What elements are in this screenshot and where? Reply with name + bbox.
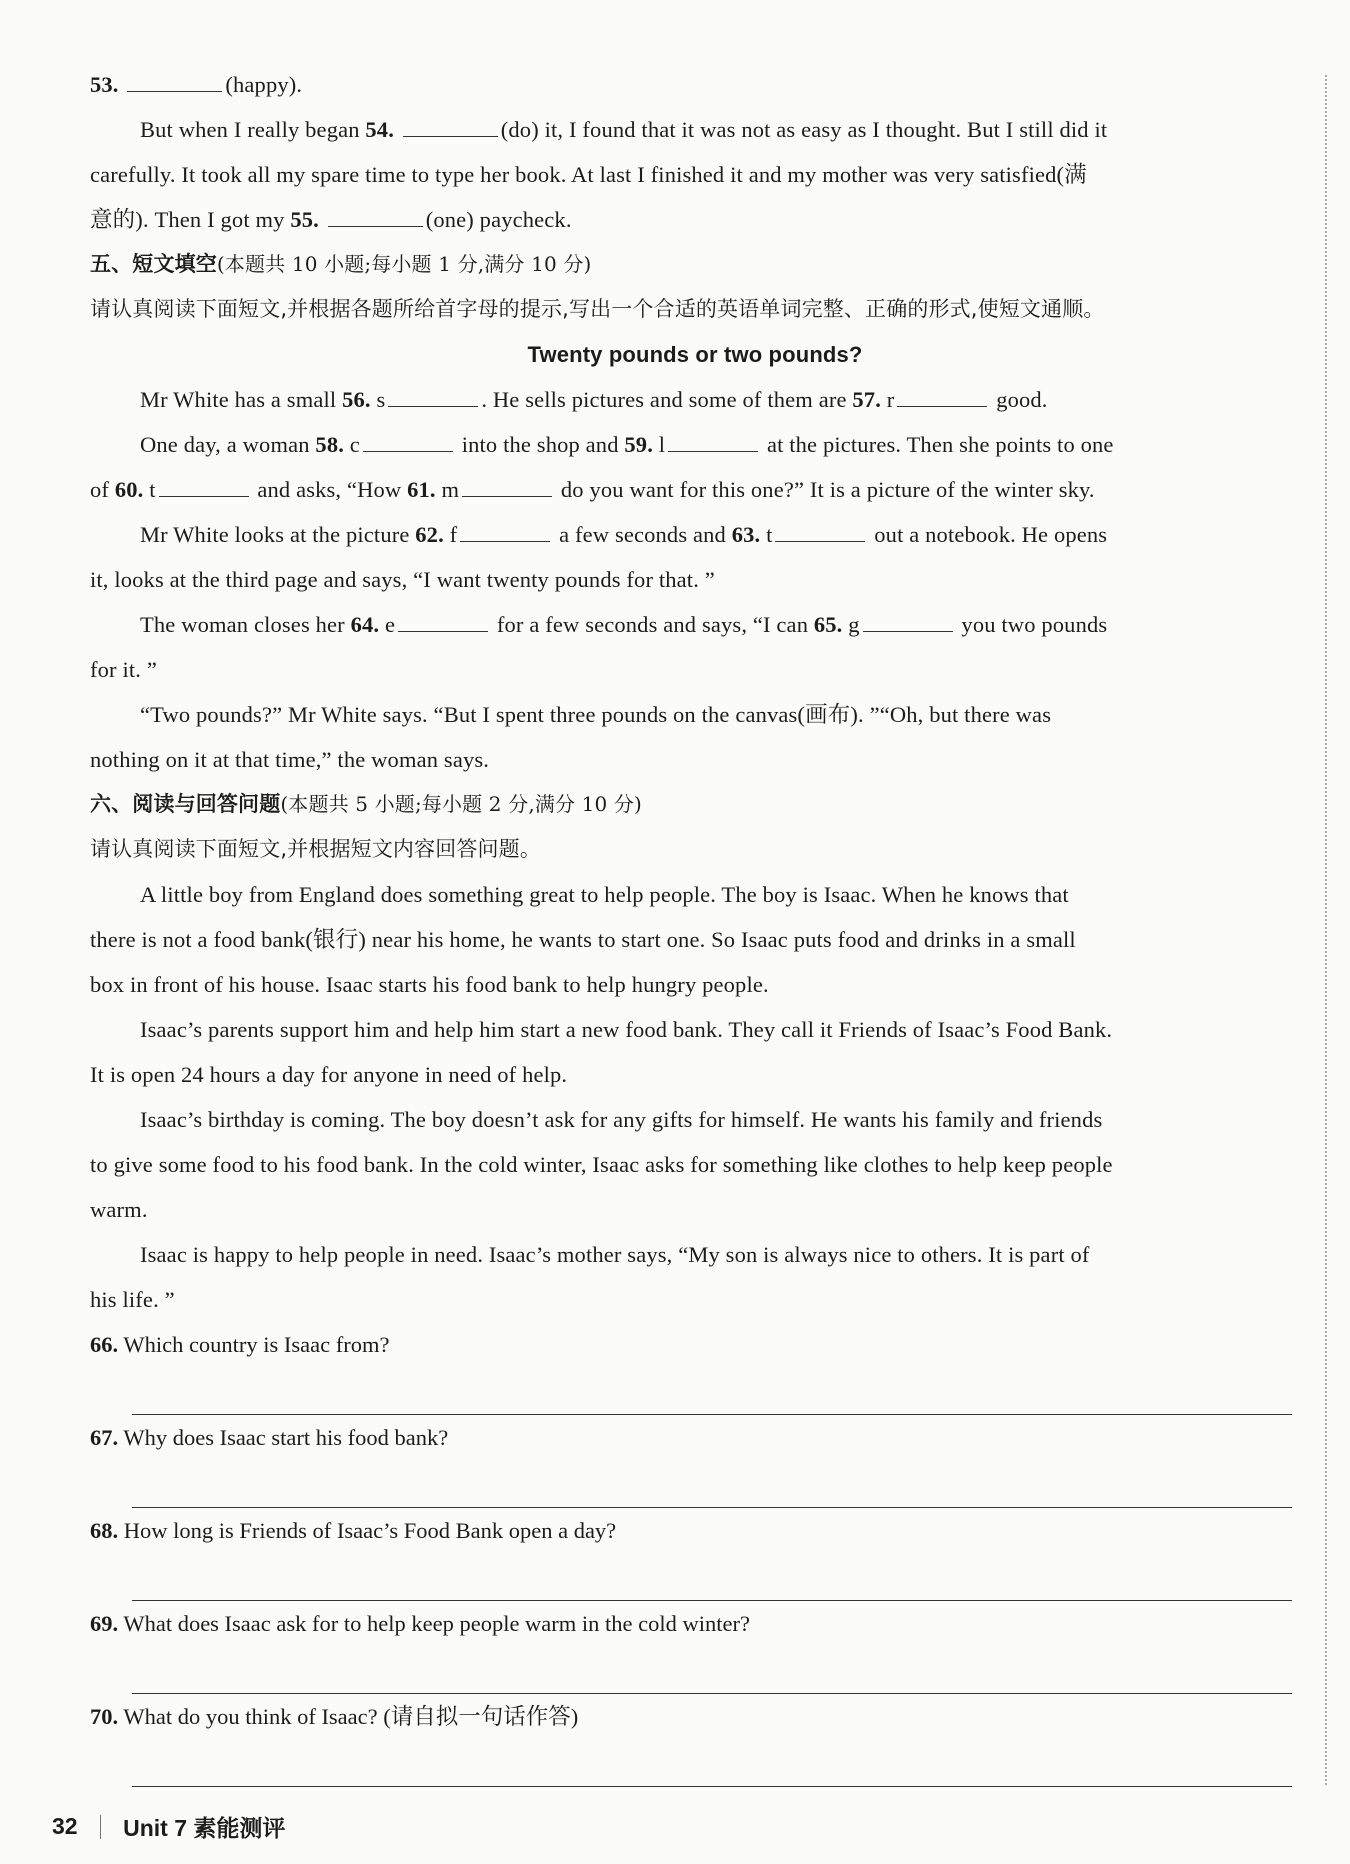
reading-line-1: A little boy from England does something great to help people. The boy is Isaac. When he knows that (140, 882, 1069, 907)
initial-letter: l (658, 432, 666, 457)
section-title: 五、短文填空 (90, 252, 217, 276)
passage-title: Twenty pounds or two pounds? (527, 342, 863, 367)
answer-line-69[interactable] (132, 1646, 1292, 1694)
line-53 (90, 62, 1300, 107)
answer-blank-60[interactable] (159, 476, 249, 497)
text: . He sells pictures and some of them are (481, 387, 853, 412)
question-66 (90, 1322, 1300, 1415)
text: good. (996, 387, 1048, 412)
initial-letter: f (449, 522, 458, 547)
answer-line-70[interactable] (132, 1739, 1292, 1787)
question-text: How long is Friends of Isaac’s Food Bank open a day? (123, 1518, 617, 1543)
cloze-line-8: “Two pounds?” Mr White says. “But I spent three pounds on the canvas(画布). ”“Oh, but there was (140, 702, 1052, 727)
reading-line-2: there is not a food bank(银行) near his home, he wants to start one. So Isaac puts food and drinks in a small (90, 927, 1076, 952)
question-number: 55. (290, 207, 319, 232)
section-note: (本题共 10 小题;每小题 1 分,满分 10 分) (216, 252, 592, 276)
question-text: What does Isaac ask for to help keep people warm in the cold winter? (123, 1611, 750, 1636)
question-number: 64. (350, 612, 380, 637)
section-6-heading (90, 782, 1300, 827)
question-number: 56. (342, 387, 371, 412)
text: and asks, “How (257, 477, 408, 502)
question-67 (90, 1415, 1300, 1508)
question-text: Which country is Isaac from? (123, 1332, 390, 1357)
question-number: 59. (624, 432, 653, 457)
text: a few seconds and (559, 522, 732, 547)
reading-line-9: Isaac is happy to help people in need. Isaac’s mother says, “My son is always nice to others. It is part of (140, 1242, 1090, 1267)
cloze-line-4 (90, 512, 1300, 557)
footer-divider (100, 1815, 102, 1839)
reading-line-8: warm. (90, 1197, 148, 1222)
question-number: 66. (90, 1332, 119, 1357)
answer-blank-57[interactable] (897, 386, 987, 407)
cloze-line-5: it, looks at the third page and says, “I want twenty pounds for that. ” (90, 567, 715, 592)
reading-line-7: to give some food to his food bank. In the cold winter, Isaac asks for something like clothes to help keep people (90, 1152, 1113, 1177)
question-number: 54. (365, 117, 394, 142)
answer-blank-61[interactable] (462, 476, 552, 497)
text: But when I really began (140, 117, 366, 142)
section-6-instruction: 请认真阅读下面短文,并根据短文内容回答问题。 (90, 837, 541, 861)
initial-letter: c (349, 432, 360, 457)
answer-blank-64[interactable] (398, 611, 488, 632)
reading-line-5: It is open 24 hours a day for anyone in need of help. (90, 1062, 568, 1087)
cloze-line-7: for it. ” (90, 657, 157, 682)
question-text: What do you think of Isaac? (请自拟一句话作答) (123, 1704, 579, 1729)
question-number: 57. (852, 387, 881, 412)
question-number: 53. (90, 72, 119, 97)
text: at the pictures. Then she points to one (766, 432, 1114, 457)
text: do you want for this one?” It is a picture of the winter sky. (560, 477, 1095, 502)
worksheet-page (90, 62, 1300, 1787)
line-54b: carefully. It took all my spare time to type her book. At last I finished it and my mother was very satisfied(满 (90, 162, 1087, 187)
initial-letter: e (384, 612, 396, 637)
question-number: 68. (90, 1518, 119, 1543)
question-number: 67. (90, 1425, 119, 1450)
line-55 (90, 197, 1300, 242)
text: (one) paycheck. (425, 207, 572, 232)
section-note: (本题共 5 小题;每小题 2 分,满分 10 分) (280, 792, 643, 816)
section-title: 六、阅读与回答问题 (90, 792, 281, 816)
reading-line-6: Isaac’s birthday is coming. The boy doesn’t ask for any gifts for himself. He wants his family and friends (140, 1107, 1103, 1132)
question-number: 62. (415, 522, 444, 547)
answer-blank-63[interactable] (775, 521, 865, 542)
section-5-instruction: 请认真阅读下面短文,并根据各题所给首字母的提示,写出一个合适的英语单词完整、正确的形式,使短文通顺。 (90, 297, 1105, 321)
question-69 (90, 1601, 1300, 1694)
answer-blank-62[interactable] (460, 521, 550, 542)
initial-letter: g (848, 612, 860, 637)
question-number: 70. (90, 1704, 119, 1729)
cloze-line-3 (90, 467, 1300, 512)
answer-blank-55[interactable] (328, 206, 423, 227)
answer-blank-53[interactable] (127, 71, 222, 92)
answer-line-67[interactable] (132, 1460, 1292, 1508)
question-number: 58. (315, 432, 344, 457)
question-number: 63. (731, 522, 761, 547)
answer-blank-56[interactable] (388, 386, 478, 407)
question-text: Why does Isaac start his food bank? (123, 1425, 449, 1450)
text: Mr White looks at the picture (140, 522, 416, 547)
reading-line-10: his life. ” (90, 1287, 175, 1312)
text: (do) it, I found that it was not as easy as I thought. But I still did it (500, 117, 1108, 142)
text: you two pounds (961, 612, 1108, 637)
initial-letter: s (376, 387, 386, 412)
answer-blank-59[interactable] (668, 431, 758, 452)
unit-label: Unit 7 素能测评 (123, 1815, 286, 1841)
margin-dotted-line (1325, 75, 1327, 1785)
initial-letter: t (766, 522, 773, 547)
text: into the shop and (461, 432, 625, 457)
line-54 (90, 107, 1300, 152)
hint-text: (happy). (225, 72, 303, 97)
initial-letter: t (149, 477, 156, 502)
reading-line-3: box in front of his house. Isaac starts his food bank to help hungry people. (90, 972, 769, 997)
question-68 (90, 1508, 1300, 1601)
question-number: 65. (813, 612, 843, 637)
question-number: 61. (407, 477, 436, 502)
answer-blank-65[interactable] (863, 611, 953, 632)
initial-letter: m (441, 477, 460, 502)
cloze-line-2 (90, 422, 1300, 467)
reading-line-4: Isaac’s parents support him and help him start a new food bank. They call it Friends of Isaac’s Food Bank. (140, 1017, 1113, 1042)
answer-blank-54[interactable] (403, 116, 498, 137)
text: Mr White has a small (140, 387, 343, 412)
cloze-line-9: nothing on it at that time,” the woman says. (90, 747, 490, 772)
page-number: 32 (52, 1813, 78, 1839)
page-footer (52, 1810, 285, 1843)
text: The woman closes her (140, 612, 351, 637)
text: for a few seconds and says, “I can (496, 612, 814, 637)
text: out a notebook. He opens (874, 522, 1108, 547)
text: 意的). Then I got my (90, 207, 291, 232)
question-70 (90, 1694, 1300, 1787)
answer-line-66[interactable] (132, 1367, 1292, 1415)
question-number: 69. (90, 1611, 119, 1636)
initial-letter: r (886, 387, 895, 412)
text: One day, a woman (140, 432, 316, 457)
answer-blank-58[interactable] (363, 431, 453, 452)
answer-line-68[interactable] (132, 1553, 1292, 1601)
section-5-heading (90, 242, 1300, 287)
cloze-line-1 (90, 377, 1300, 422)
cloze-line-6 (90, 602, 1300, 647)
question-number: 60. (114, 477, 144, 502)
text: of (90, 477, 115, 502)
